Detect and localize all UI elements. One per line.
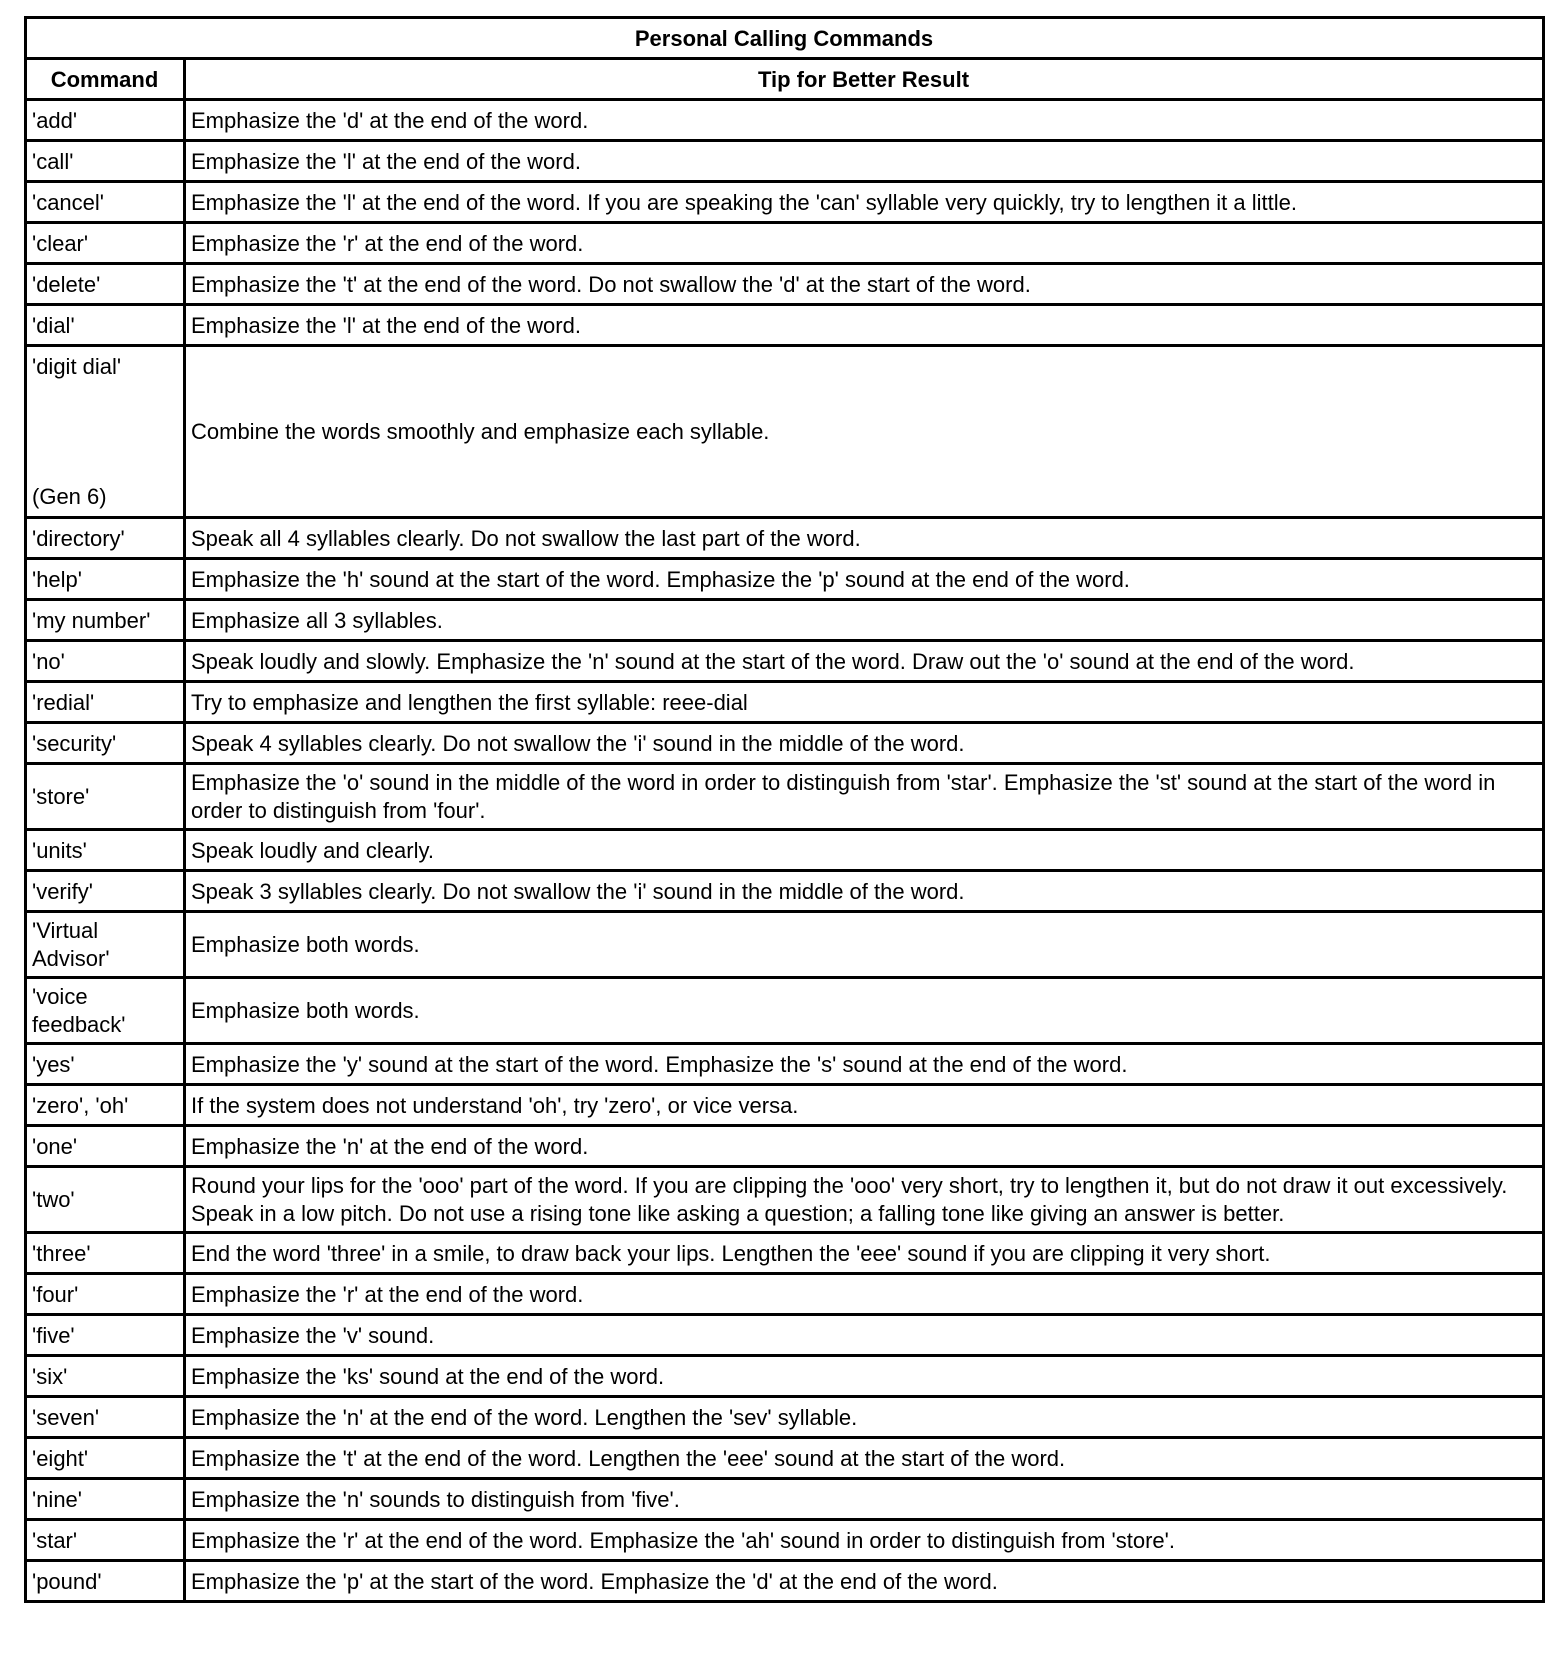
command-cell: 'add' — [26, 100, 185, 141]
command-cell: 'store' — [26, 764, 185, 830]
table-row — [26, 723, 1544, 764]
table-row — [26, 223, 1544, 264]
tip-cell: Emphasize all 3 syllables. — [185, 600, 1544, 641]
tip-cell: Emphasize the 'r' at the end of the word. — [185, 223, 1544, 264]
title-row — [26, 18, 1544, 59]
table-row — [26, 682, 1544, 723]
table-row — [26, 1479, 1544, 1520]
command-cell: 'star' — [26, 1520, 185, 1561]
command-cell: 'seven' — [26, 1397, 185, 1438]
table-row — [26, 641, 1544, 682]
tip-cell: Emphasize the 'l' at the end of the word. — [185, 305, 1544, 346]
command-cell: 'nine' — [26, 1479, 185, 1520]
table-row — [26, 1167, 1544, 1233]
command-cell — [26, 346, 185, 518]
command-cell: 'clear' — [26, 223, 185, 264]
command-cell: 'three' — [26, 1233, 185, 1274]
tip-cell: Speak loudly and slowly. Emphasize the 'n' sound at the start of the word. Draw out the 'o' sound at the end of the word. — [185, 641, 1544, 682]
command-cell: 'yes' — [26, 1044, 185, 1085]
table-row — [26, 1085, 1544, 1126]
tip-cell: Emphasize the 'l' at the end of the word. If you are speaking the 'can' syllable very quickly, try to lengthen it a little. — [185, 182, 1544, 223]
tip-cell: If the system does not understand 'oh', try 'zero', or vice versa. — [185, 1085, 1544, 1126]
command-cell: 'Virtual Advisor' — [26, 912, 185, 978]
table-row — [26, 1561, 1544, 1602]
command-cell: 'pound' — [26, 1561, 185, 1602]
tip-cell: Emphasize the 'v' sound. — [185, 1315, 1544, 1356]
command-cell: 'four' — [26, 1274, 185, 1315]
table-row — [26, 1438, 1544, 1479]
command-cell: 'dial' — [26, 305, 185, 346]
tip-cell: Speak 3 syllables clearly. Do not swallow the 'i' sound in the middle of the word. — [185, 871, 1544, 912]
tip-cell: Emphasize the 'ks' sound at the end of the word. — [185, 1356, 1544, 1397]
table-row — [26, 1520, 1544, 1561]
table-title: Personal Calling Commands — [26, 18, 1544, 59]
table-row — [26, 518, 1544, 559]
tip-cell: Emphasize the 'n' at the end of the word. — [185, 1126, 1544, 1167]
tip-column-header: Tip for Better Result — [185, 59, 1544, 100]
table-row — [26, 182, 1544, 223]
command-cell: 'directory' — [26, 518, 185, 559]
tip-cell: Emphasize the 'd' at the end of the word. — [185, 100, 1544, 141]
tip-cell: Emphasize the 't' at the end of the word. Lengthen the 'eee' sound at the start of the word. — [185, 1438, 1544, 1479]
table-row — [26, 559, 1544, 600]
tip-cell: Round your lips for the 'ooo' part of the word. If you are clipping the 'ooo' very short, try to lengthen it, but do not draw it out excessively. Speak in a low pitch. Do not use a rising tone like asking a question; a falling tone like giving an answer is better. — [185, 1167, 1544, 1233]
command-cell: 'delete' — [26, 264, 185, 305]
tip-cell: Emphasize the 'h' sound at the start of the word. Emphasize the 'p' sound at the end of the word. — [185, 559, 1544, 600]
command-cell: 'units' — [26, 830, 185, 871]
command-text: 'digit dial' — [32, 354, 122, 379]
table-row — [26, 1233, 1544, 1274]
table-row — [26, 264, 1544, 305]
table-row — [26, 600, 1544, 641]
table-row — [26, 912, 1544, 978]
table-row — [26, 871, 1544, 912]
table-row — [26, 100, 1544, 141]
command-cell: 'security' — [26, 723, 185, 764]
command-cell: 'one' — [26, 1126, 185, 1167]
command-cell: 'voice feedback' — [26, 978, 185, 1044]
table-row — [26, 1315, 1544, 1356]
tip-cell: Emphasize the 'o' sound in the middle of the word in order to distinguish from 'star'. Emphasize the 'st' sound at the start of the word in order to distinguish from 'four'. — [185, 764, 1544, 830]
tip-cell: Emphasize the 'l' at the end of the word. — [185, 141, 1544, 182]
table-row — [26, 1356, 1544, 1397]
command-column-header: Command — [26, 59, 185, 100]
tip-cell: Emphasize both words. — [185, 978, 1544, 1044]
tip-cell: Emphasize the 'y' sound at the start of the word. Emphasize the 's' sound at the end of the word. — [185, 1044, 1544, 1085]
table-row — [26, 1126, 1544, 1167]
table-row — [26, 1397, 1544, 1438]
table-row — [26, 346, 1544, 518]
tip-cell: Speak all 4 syllables clearly. Do not swallow the last part of the word. — [185, 518, 1544, 559]
tip-cell: Emphasize the 'p' at the start of the word. Emphasize the 'd' at the end of the word. — [185, 1561, 1544, 1602]
command-cell: 'call' — [26, 141, 185, 182]
command-cell: 'verify' — [26, 871, 185, 912]
tip-cell: Speak 4 syllables clearly. Do not swallow the 'i' sound in the middle of the word. — [185, 723, 1544, 764]
commands-table — [24, 16, 1545, 1603]
header-row — [26, 59, 1544, 100]
command-cell: 'redial' — [26, 682, 185, 723]
command-cell: 'five' — [26, 1315, 185, 1356]
tip-cell: Emphasize the 'r' at the end of the word. Emphasize the 'ah' sound in order to distinguish from 'store'. — [185, 1520, 1544, 1561]
tip-cell: Speak loudly and clearly. — [185, 830, 1544, 871]
table-row — [26, 1044, 1544, 1085]
tip-cell: Try to emphasize and lengthen the first syllable: reee-dial — [185, 682, 1544, 723]
table-row — [26, 141, 1544, 182]
table-row — [26, 1274, 1544, 1315]
table-row — [26, 764, 1544, 830]
table-row — [26, 978, 1544, 1044]
command-note: (Gen 6) — [32, 484, 107, 509]
tip-cell: Emphasize the 'r' at the end of the word. — [185, 1274, 1544, 1315]
tip-cell: End the word 'three' in a smile, to draw back your lips. Lengthen the 'eee' sound if you are clipping it very short. — [185, 1233, 1544, 1274]
command-cell: 'help' — [26, 559, 185, 600]
tip-cell: Emphasize the 'n' at the end of the word. Lengthen the 'sev' syllable. — [185, 1397, 1544, 1438]
table-row — [26, 305, 1544, 346]
command-cell: 'six' — [26, 1356, 185, 1397]
command-cell: 'zero', 'oh' — [26, 1085, 185, 1126]
tip-cell: Emphasize the 'n' sounds to distinguish from 'five'. — [185, 1479, 1544, 1520]
command-cell: 'eight' — [26, 1438, 185, 1479]
command-cell: 'two' — [26, 1167, 185, 1233]
command-cell: 'cancel' — [26, 182, 185, 223]
command-cell: 'my number' — [26, 600, 185, 641]
tip-cell: Combine the words smoothly and emphasize each syllable. — [185, 346, 1544, 518]
command-cell: 'no' — [26, 641, 185, 682]
tip-cell: Emphasize the 't' at the end of the word. Do not swallow the 'd' at the start of the word. — [185, 264, 1544, 305]
table-row — [26, 830, 1544, 871]
tip-cell: Emphasize both words. — [185, 912, 1544, 978]
